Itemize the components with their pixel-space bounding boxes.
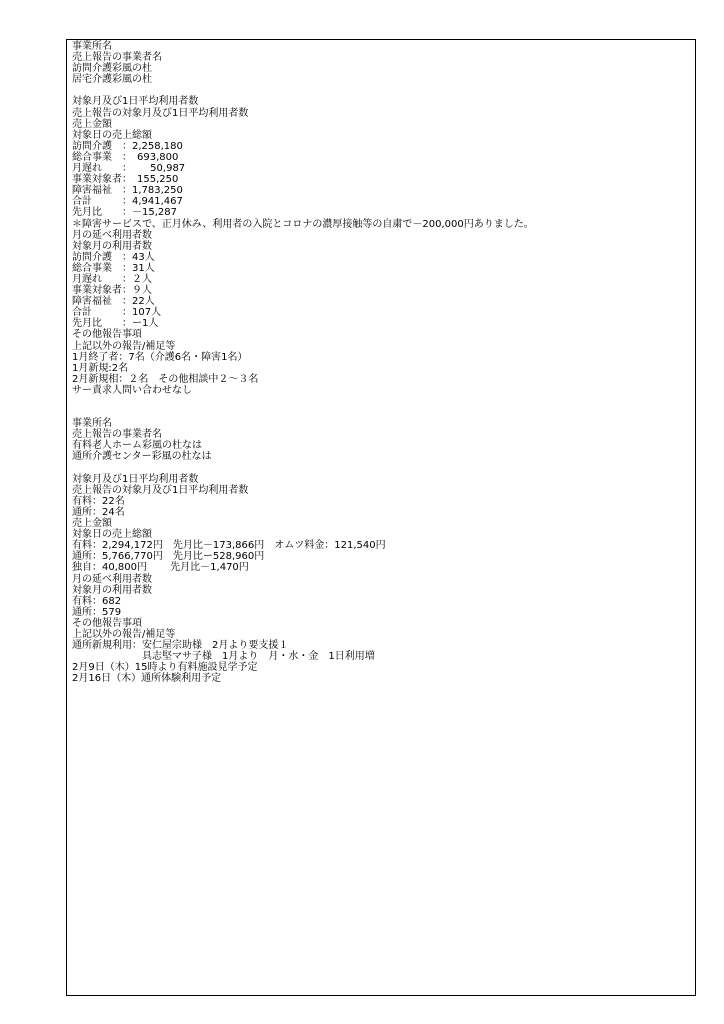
line-business-name-label: 売上報告の事業者名 [72, 429, 162, 441]
line-other-new-feb: 2月新規相：２名 その他相談中２～３名 [72, 373, 259, 385]
line-users-day-care: 通所：579 [72, 606, 122, 618]
line-avg-nursing-home: 有料：22名 [72, 495, 125, 507]
spacer [72, 463, 691, 474]
line-sales-late-month: 月遅れ ： 50,987 [72, 163, 186, 175]
section-ayakaze-no-mori [72, 41, 691, 396]
line-users-label: 対象月の利用者数 [72, 584, 152, 596]
line-sales-total-label: 対象日の売上総額 [72, 529, 152, 541]
line-office-label: 事業所名 [72, 41, 112, 52]
line-other-label: 上記以外の報告/補足等 [72, 340, 176, 352]
line-users-heading: 月の延べ利用者数 [72, 573, 152, 585]
line-other-heading: その他報告事項 [72, 617, 142, 629]
line-sales-disability: 障害福祉 ：1,783,250 [72, 185, 183, 197]
line-target-month-heading: 対象月及び1日平均利用者数 [72, 473, 199, 485]
line-office-day-care: 通所介護センター彩風の杜なは [72, 451, 212, 463]
line-sales-independent: 独自：40,800円 先月比－1,470円 [72, 562, 249, 574]
report-frame [66, 39, 696, 996]
line-sales-day-care: 通所：5,766,770円 先月比ー528,960円 [72, 551, 265, 563]
line-target-month-label: 売上報告の対象月及び1日平均利用者数 [72, 107, 249, 119]
line-users-visit-care: 訪問介護 ：43人 [72, 251, 155, 263]
line-users-label: 対象月の利用者数 [72, 240, 152, 252]
line-sales-amount-heading: 売上金額 [72, 518, 112, 530]
line-target-month-label: 売上報告の対象月及び1日平均利用者数 [72, 484, 249, 496]
line-sales-note: ＊障害サービスで、正月休み、利用者の入院とコロナの濃厚接触等の自粛で－200,000円ありました。 [72, 218, 534, 230]
line-office-home-care: 居宅介護彩風の杜 [72, 74, 152, 86]
line-users-heading: 月の延べ利用者数 [72, 229, 152, 241]
report-content [72, 41, 691, 684]
line-sales-eligible: 事業対象者： 155,250 [72, 174, 179, 186]
line-other-ended: 1月終了者：7名（介護6名・障害1名） [72, 351, 248, 363]
line-target-month-heading: 対象月及び1日平均利用者数 [72, 96, 199, 108]
section-ayakaze-no-mori-naha [72, 418, 691, 684]
line-other-new-user-1: 通所新規利用：安仁屋宗助様 2月より要支援１ [72, 640, 289, 652]
line-other-tour: 2月9日（木）15時より有料施設見学予定 [72, 662, 258, 674]
line-sales-amount-heading: 売上金額 [72, 118, 112, 130]
line-sales-nursing-home: 有料：2,294,172円 先月比－173,866円 オムツ料金：121,540円 [72, 540, 386, 552]
line-sales-visit-care: 訪問介護 ：2,258,180 [72, 140, 183, 152]
line-avg-day-care: 通所：24名 [72, 506, 125, 518]
line-users-vs-last-month: 先月比 ：ー1人 [72, 318, 159, 330]
line-users-nursing-home: 有料：682 [72, 595, 122, 607]
line-office-visit-care: 訪問介護彩風の杜 [72, 63, 152, 75]
line-business-name-label: 売上報告の事業者名 [72, 52, 162, 64]
spacer [72, 85, 691, 96]
line-other-new-jan: 1月新規:2名 [72, 362, 129, 374]
line-other-label: 上記以外の報告/補足等 [72, 628, 176, 640]
line-other-heading: その他報告事項 [72, 329, 142, 341]
section-spacer [72, 396, 691, 418]
line-office-nursing-home: 有料老人ホーム彩風の杜なは [72, 440, 202, 452]
line-users-late-month: 月遅れ ：２人 [72, 273, 152, 285]
line-users-eligible: 事業対象者：９人 [72, 285, 152, 297]
line-other-trial: 2月16日（木）通所体験利用予定 [72, 673, 222, 685]
line-users-total: 合計 ：107人 [72, 307, 162, 319]
line-sales-general-project: 総合事業 ： 693,800 [72, 151, 179, 163]
line-office-label: 事業所名 [72, 418, 112, 430]
line-other-new-user-2: 具志堅マサ子様 1月より 月・水・金 1日利用増 [72, 651, 375, 663]
line-sales-total: 合計 ：4,941,467 [72, 196, 183, 208]
line-users-general-project: 総合事業 ：31人 [72, 262, 155, 274]
line-users-disability: 障害福祉 ：22人 [72, 296, 155, 308]
line-sales-vs-last-month: 先月比 ：－15,287 [72, 207, 177, 219]
line-sales-total-label: 対象日の売上総額 [72, 129, 152, 141]
line-other-recruit: サー責求人問い合わせなし [72, 384, 192, 396]
